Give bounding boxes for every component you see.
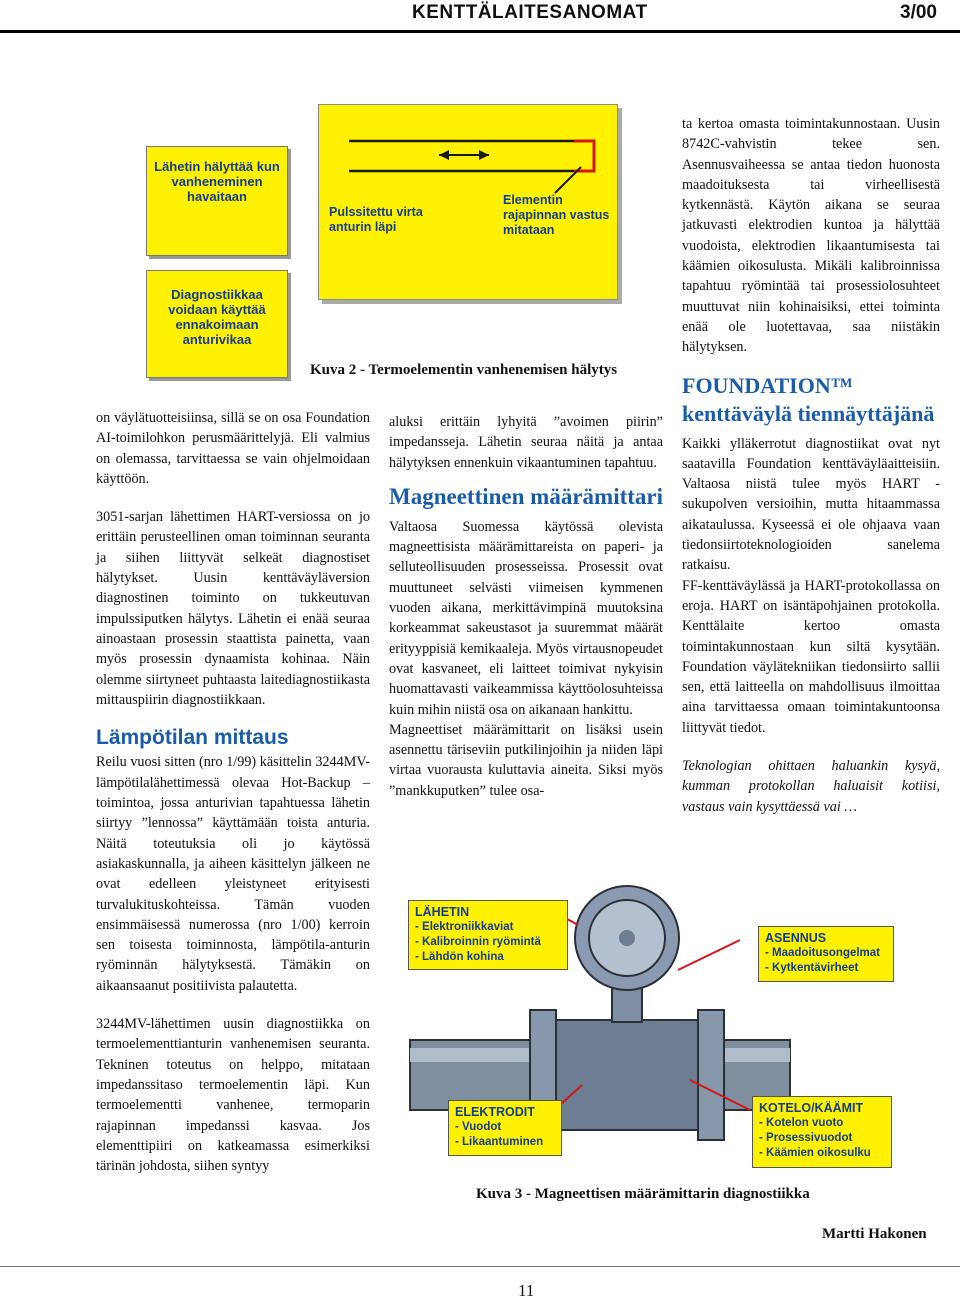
page-header bbox=[0, 0, 960, 33]
asennus-pointer bbox=[678, 940, 740, 970]
heading-magnetic-flowmeter: Magneettinen määrämittari bbox=[389, 483, 664, 509]
author-name: Martti Hakonen bbox=[822, 1226, 927, 1242]
col2-paragraph-1: aluksi erittäin lyhyitä ”avoimen piirin” impedansseja. Lähetin seuraa näitä ja antaa hälytyksen ennenkuin vikaantuminen tapahtuu. bbox=[389, 414, 663, 471]
box-electrodes bbox=[448, 1100, 562, 1156]
col3-paragraph-3: FF-kenttäväylässä ja HART-protokollassa on eroja. HART on isäntäpohjainen protokolla. Kenttälaite kertoo omasta toimintakunnostaan kun siltä kysytään. Foundation väylätekniikan tiedonsiirto sallii sen, että laitteella on mahdollisuus ilmoittaa aina tarvittaessa omaan toimintakuntoonsa liittyvät tiedot. bbox=[682, 577, 940, 736]
col3-paragraph-2: Kaikki ylläkerrotut diagnostiikat ovat nyt saatavilla Foundation kenttäväyläaitteisiin. Valtaosa niistä tulee myös HART -sukupolven versioihin, mutta hitaammassa aikataulussa. Kyseessä ei ole ohjaava vaan tiedonsiirtoteknologioiden sanelema ratkaisu. bbox=[682, 435, 940, 574]
col3-closing-question: Teknologian ohittaen haluankin kysyä, kumman protokollan haluaisit kotiisi, vastaus vain kysyttäessä vai … bbox=[682, 758, 940, 815]
box-installation-title: ASENNUS bbox=[765, 931, 827, 945]
label-pulsed-current: Pulssitettu virta anturin läpi bbox=[329, 205, 423, 234]
box-transmitter bbox=[408, 900, 568, 970]
figure3-caption: Kuva 3 - Magneettisen määrämittarin diagnostiikka bbox=[476, 1186, 810, 1202]
heading-foundation-fieldbus: FOUNDATION™ kenttäväylä tiennäyttäjänä bbox=[682, 372, 935, 426]
arrow-right-head bbox=[479, 150, 489, 160]
flange-right bbox=[698, 1010, 724, 1140]
issue-number: 3/00 bbox=[900, 2, 937, 23]
col1-paragraph-1: on väylätuotteisiinsa, sillä se on osa Foundation AI-toimilohkon perusmäärittelyjä. Eli valmius on olemassa, tarvittaessa se vain ohjelmoidaan käyttöön. bbox=[96, 410, 370, 487]
box-housing-item: - Kotelon vuoto bbox=[759, 1117, 844, 1129]
figure2-caption: Kuva 2 - Termoelementin vanhenemisen hälytys bbox=[310, 362, 618, 378]
box-housing-item: - Käämien oikosulku bbox=[759, 1147, 871, 1159]
page-number: 11 bbox=[518, 1281, 535, 1300]
arrow-left-head bbox=[439, 150, 449, 160]
box-housing-coils bbox=[752, 1096, 892, 1168]
transmitter-neck bbox=[612, 988, 642, 1022]
box-transmitter-item: - Lähdön kohina bbox=[415, 951, 504, 963]
box-electrodes-item: - Likaantuminen bbox=[455, 1136, 544, 1148]
box-electrodes-item: - Vuodot bbox=[455, 1121, 502, 1133]
col2-paragraph-3: Magneettiset määrämittarit on lisäksi usein asennettu täriseviin putkilinjoihin ja niiden läpi virtaa vuorausta kuluttavia aineita. Siksi myös ”mankkuputken” tulee osa- bbox=[389, 721, 663, 799]
meter-body bbox=[556, 1020, 698, 1130]
col3-paragraph-1: ta kertoa omasta toimintakunnostaan. Uusin 8742C-vahvistin tekee sen. Asennusvaiheessa se antaa tiedon huonosta maadoituksesta tai virheellisestä kytkennästä. Käytön aikana se seuraa jatkuvasti elektrodien kuntoa ja hälyttää vuodoista, elektrodien likaantumisesta tai käämien oikosulusta. Mikäli kalibroinnissa tapahtuu ryömintää tai prosessiolosuhteet muuttuvat niin kohinaisiksi, ettei toiminta enää ole luotettavaa, saa niistäkin hälytyksen. bbox=[682, 116, 940, 356]
cover-bolt bbox=[619, 930, 635, 946]
box-electrodes-title: ELEKTRODIT bbox=[455, 1105, 535, 1119]
junction-red bbox=[574, 141, 594, 171]
thermocouple-diagram bbox=[318, 104, 618, 300]
col1-paragraph-3: Reilu vuosi sitten (nro 1/99) käsittelin 3244MV-lämpötilalähettimessä olevaa Hot-Backup –toimintoa, jossa anturivian tapahtuessa lähetin siirtyy ”lennossa” käyttämään toista anturia. Näitä toteutuksia oli jo käytössä asiakaskunnalla, ja aiheen käsittelyn jälkeen ne ovat edelleen yleistyneet erityisesti turvalukituskohteissa. Tämän vuoden ensimmäisessä numerossa (nro 1/00) kerroin sen toisesta toiminnosta, lämpötila-anturin ryöminnän hälytyksestä. Tämäkin on aikaansaanut positiivista palautetta. bbox=[96, 754, 370, 994]
box-housing-title: KOTELO/KÄÄMIT bbox=[759, 1101, 864, 1115]
box-transmitter-item: - Elektroniikkaviat bbox=[415, 921, 514, 933]
column-1 bbox=[96, 408, 370, 1194]
footer bbox=[0, 1266, 960, 1300]
note-diagnostics-predict: Diagnostiikkaa voidaan käyttää ennakoimaan anturivikaa bbox=[146, 270, 288, 378]
box-transmitter-item: - Kalibroinnin ryömintä bbox=[415, 936, 541, 948]
box-transmitter-title: LÄHETIN bbox=[415, 905, 470, 919]
col1-paragraph-2: 3051-sarjan lähettimen HART-versiossa on jo erittäin perusteellinen oman toiminnan seuranta ja siihen liittyvät selkeät diagnostiset hälytykset. Uusin kenttäväyläversion diagnostinen toiminto on tukkeutuvan impulssiputken hälytys. Lähetin ei enää seuraa ainoastaan prosessin staattista painetta, vaan myös prosessin dynaamista kohinaa. Näin olemme siirtyneet puhtaasta laitediagnostiikasta mittauspiirin diagnostiikkaan. bbox=[96, 509, 370, 708]
box-installation-item: - Kytkentävirheet bbox=[765, 962, 859, 974]
publication-title: KENTTÄLAITESANOMAT bbox=[412, 2, 648, 23]
box-installation-item: - Maadoitusongelmat bbox=[765, 947, 881, 959]
column-3 bbox=[682, 114, 940, 835]
heading-temperature: Lämpötilan mittaus bbox=[96, 726, 289, 750]
label-interface-resistance: Elementin rajapinnan vastus mitataan bbox=[503, 193, 610, 237]
col2-paragraph-2: Valtaosa Suomessa käytössä olevista magneettisista määrämittareista on paperi- ja selluteollisuuden prosesseissa. Prosessit ovat muuttuneet selvästi viimeisen kymmenen vuoden aikana, merkittävimpinä muutoksina korkeammat sakeustasot ja suuremmat määrät erityyppisiä kemikaaleja. Myös virtausnopeudet ovat kasvaneet, eli laitteet toimivat nykyisin huomattavasti vaikeammissa käyttöolosuhteissa kuin mihin niistä osa on aikanaan hankittu. bbox=[389, 518, 663, 718]
box-housing-item: - Prosessivuodot bbox=[759, 1132, 853, 1144]
column-2 bbox=[389, 412, 663, 819]
note-alarm-aging: Lähetin hälyttää kun vanheneminen havaitaan bbox=[146, 146, 288, 256]
box-installation bbox=[758, 926, 894, 982]
col1-paragraph-4: 3244MV-lähettimen uusin diagnostiikka on termoelementtianturin vanhenemisen seuranta. Tekninen toteutus on helppo, mitataan impedanssitaso termoelementin läpi. Kun termoelementti vanhenee, termoparin rajapinnan impedanssi kasvaa. Jos elementtipiiri on katkeamassa esimerkiksi tärinän johdosta, siihen syntyy bbox=[96, 1016, 370, 1175]
